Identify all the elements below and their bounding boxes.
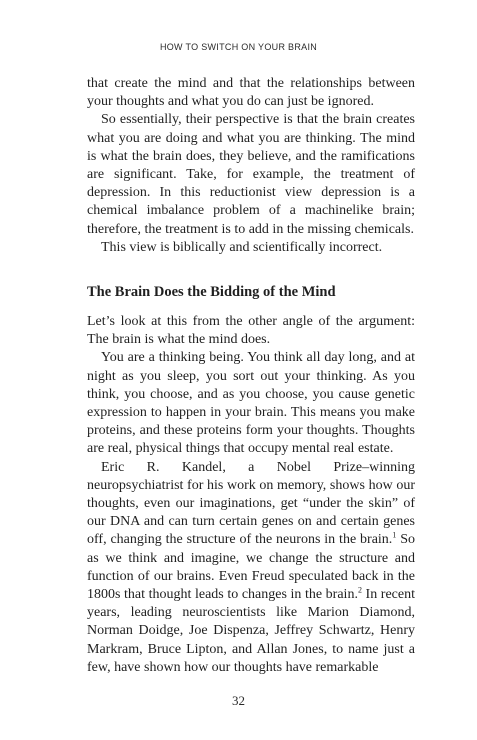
- running-head: HOW TO SWITCH ON YOUR BRAIN: [159, 42, 318, 52]
- paragraph-3: This view is biblically and scientifically incorrect.: [101, 239, 383, 255]
- paragraph-4: Let’s look at this from the other angle of the argument: The brain is what the mind does.: [87, 314, 415, 348]
- paragraph-6-part-a: Eric R. Kandel, a Nobel Prize–winning neuropsychiatrist for his work on memory, shows how our thoughts, even our imaginations, get “under the skin” of our DNA and can turn certain genes on and certain genes off, changing the structure of the neurons in the brain.: [87, 459, 415, 548]
- paragraph-1: that create the mind and that the relationships between your thoughts and what you do can just be ignored.: [87, 76, 415, 110]
- paragraph-6-part-c: In recent years, leading neuroscientists like Marion Diamond, Norman Doidge, Joe Dispenza, Jeffrey Schwartz, Henry Markram, Bruce Lipton, and Allan Jones, to name just a few, have shown how our thoughts have remarkable: [87, 587, 415, 675]
- paragraph-5: You are a thinking being. You think all day long, and at night as you sleep, you sort out your thinking. As you think, you choose, and as you choose, you cause genetic expression to happen in your brain. This means you make proteins, and these proteins form your thoughts. Thoughts are real, physical things that occupy mental real estate.: [87, 350, 415, 457]
- note-reference-1: 1: [392, 530, 397, 540]
- page-number: 32: [232, 693, 245, 708]
- note-reference-2: 2: [357, 585, 362, 595]
- paragraph-6: [87, 459, 415, 677]
- section-heading: The Brain Does the Bidding of the Mind: [87, 284, 336, 301]
- paragraph-6-part-b: So as we think and imagine, we change the structure and function of our brains. Even Freud speculated back in the 1800s that thought leads to changes in the brain.: [87, 532, 415, 603]
- paragraph-2: So essentially, their perspective is that the brain creates what you are doing and what you are thinking. The mind is what the brain does, they believe, and the ramifications are significant. Take, for example, the treatment of depression. In this reductionist view depression is a chemical imbalance problem of a machinelike brain; therefore, the treatment is to add in the missing chemicals.: [87, 112, 415, 237]
- body-text: [87, 75, 415, 677]
